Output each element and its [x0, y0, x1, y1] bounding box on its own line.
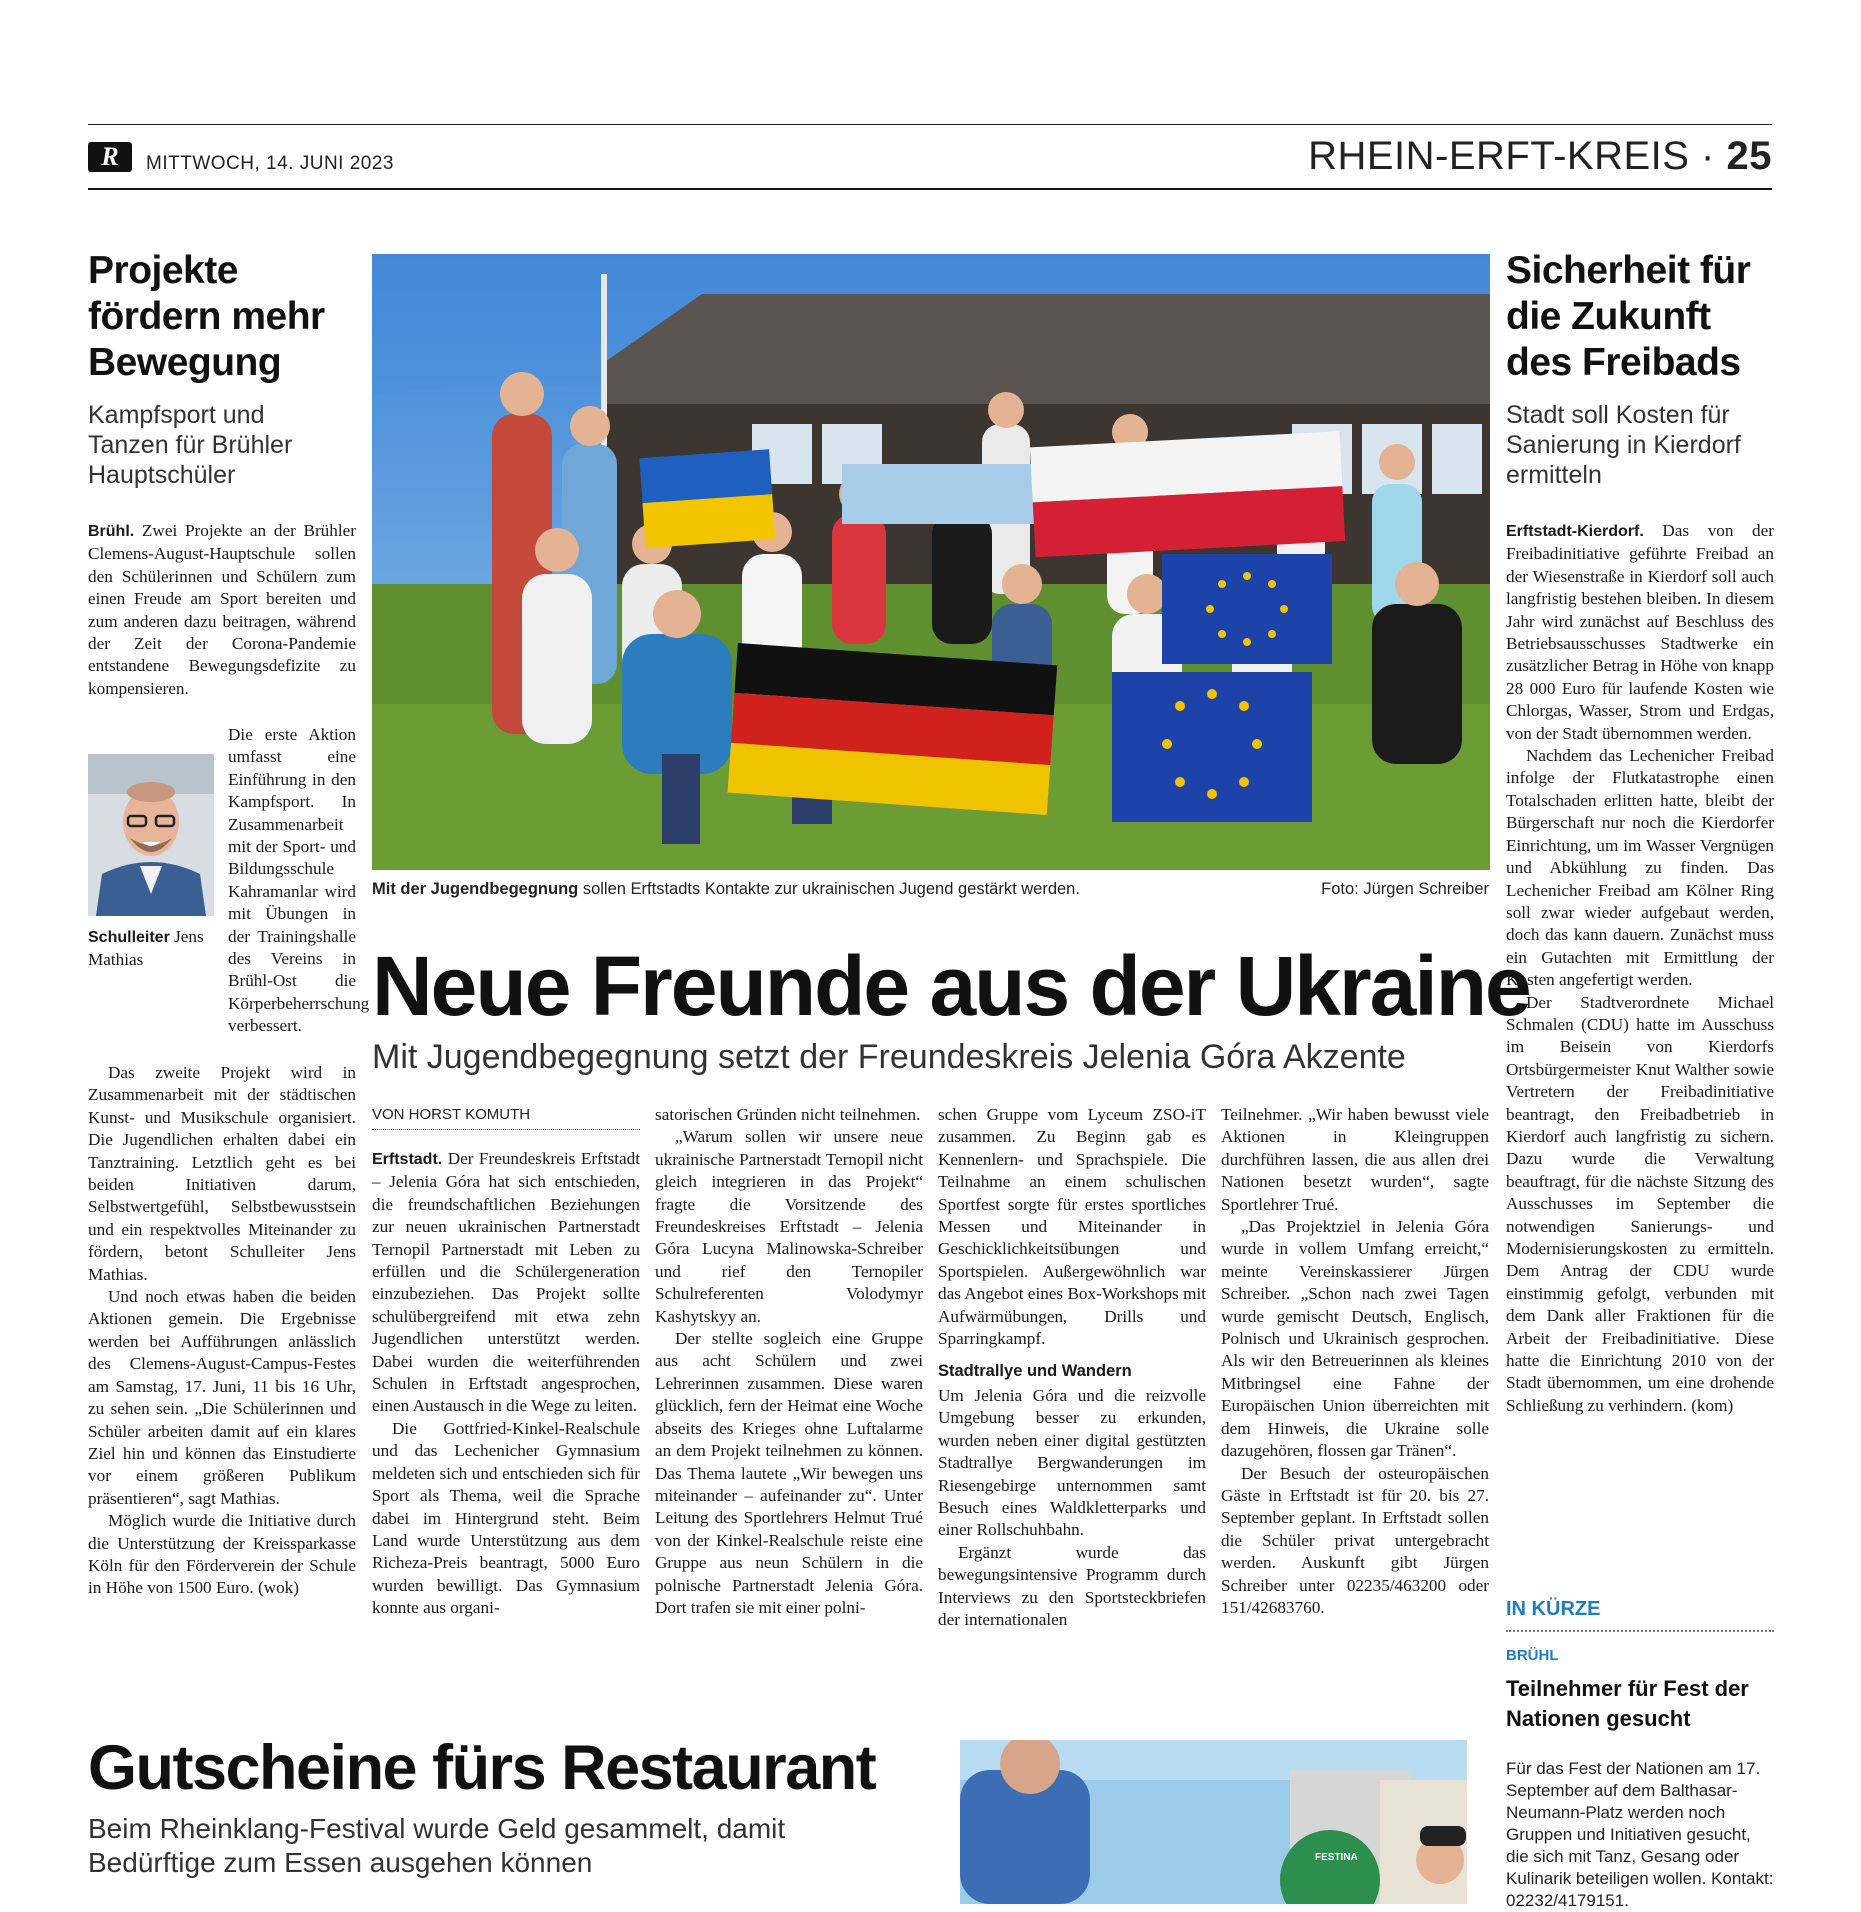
left-article-paragraph: Möglich wurde die Initiative durch die Unterstützung der Kreissparkasse Köln für den Förderverein der Schule in Höhe von 1500 Euro. (wok)	[88, 1511, 356, 1598]
in-kuerze-divider	[1506, 1630, 1774, 1632]
left-article-subheadline: Kampfsport und Tanzen für Brühler Hauptschüler	[88, 401, 293, 489]
main-article-paragraph: Der Besuch der osteuropäischen Gäste in Erftstadt ist für 20. bis 27. September geplant. In Erftstadt sollen die Schüler privat untergebracht werden. Auskunft gibt Jürgen Schreiber unter 02235/463200 oder 151/42683760.	[1221, 1463, 1489, 1617]
left-article-text-wrap	[228, 724, 370, 1038]
section-separator: ·	[1701, 134, 1715, 178]
issue-date: MITTWOCH, 14. JUNI 2023	[146, 153, 394, 174]
main-article-paragraph: Teilnehmer. „Wir haben bewusst viele Aktionen in Kleingruppen durchführen lassen, die aus allen drei Nationen besetzt wurden“, sagte Sportlehrer Trué.	[1221, 1105, 1489, 1214]
portrait-caption	[88, 926, 214, 972]
main-article-paragraph: Die Gottfried-Kinkel-Realschule und das Lechenicher Gymnasium meldeten sich und entschieden sich für Sport als Thema, weil die Sprache dabei im Hintergrund steht. Beim Land wurde Unterstützung aus dem Richeza-Preis beantragt, 5000 Euro wurden bewilligt. Das Gymnasium konnte aus organi-	[372, 1418, 640, 1618]
main-article-paragraph: schen Gruppe vom Lyceum ZSO-iT zusammen. Zu Beginn gab es Kennenlern- und Sprachspiele. Die Teilnahme an einem schulischen Sportfest sorgte für erstes sportliches Messen und Miteinander in Geschicklichkeitsübungen und Sportspielen. Außergewöhnlich war das Angebot eines Box-Workshops mit Aufwärmübungen, Drills und Sparringkampf.	[938, 1105, 1206, 1349]
main-article-dateline: Erftstadt.	[372, 1151, 443, 1168]
left-article-dateline: Brühl.	[88, 523, 135, 540]
left-article-paragraph: Zwei Projekte an der Brühler Clemens-August-Hauptschule sollen den Schülerinnen und Schülern zum einen Freude am Sport bereiten und zum anderen dazu beitragen, während der Zeit der Corona-Pandemie entstandene Bewegungsdefizite zu kompensieren.	[88, 521, 356, 698]
main-photo	[372, 254, 1490, 870]
main-article-paragraph: „Das Projektziel in Jelenia Góra wurde in vollem Umfang erreicht,“ meinte Vereinskassierer Jürgen Schreiber. „Schon nach zwei Tagen wurde gemischt Deutsch, Englisch, Polnisch und Ukrainisch gesprochen. Als wir den Betreuerinnen als kleines Mitbringsel eine Fahne der Europäischen Union überreichten mit dem Hinweis, die Ukraine solle dazugehören, flossen gar Tränen“.	[1221, 1217, 1489, 1461]
right-article-paragraph: Der Stadtverordnete Michael Schmalen (CDU) hatte im Ausschuss im Beisein von Kierdorfs Ortsbürgermeister Knut Walther sowie Vertretern der Freibadinitiative beantragt, den Freibadbetrieb in Kierdorf auch langfristig zu sichern. Dazu wurde die Verwaltung beauftragt, für die nächste Sitzung des Ausschusses im September die notwendigen Sanierungs- und Modernisierungskosten zu ermitteln. Dem Antrag der CDU wurde einstimmig gefolgt, verbunden mit dem Dank aller Fraktionen für die Arbeit der Freibadinitiative. Diese hatte die Einrichtung 2010 von der Stadt übernommen, um eine drohende Schließung zu verhindern. (kom)	[1506, 992, 1774, 1415]
bottom-article-photo	[960, 1740, 1467, 1904]
in-kuerze-body: Für das Fest der Nationen am 17. September auf dem Balthasar-Neumann-Platz werden noch Gruppen und Initiativen gesucht, die sich mit Tanz, Gesang oder Kulinarik beteiligen wollen. Kontakt: 02232/4179151.	[1506, 1759, 1774, 1910]
portrait-caption-name: Jens Mathias	[88, 927, 204, 970]
left-article-paragraph: Die erste Aktion umfasst eine Einführung in den Kampfsport. In Zusammenarbeit mit der Sport- und Bildungsschule Kahramanlar wird mit Übungen in der Trainingshalle des Vereins in Brühl-Ost die Körperbeherrschung verbessert.	[228, 725, 370, 1036]
photo-caption	[372, 880, 1132, 899]
in-kuerze-headline: Teilnehmer für Fest der Nationen gesucht	[1506, 1676, 1749, 1731]
left-article-paragraph: Das zweite Projekt wird in Zusammenarbeit mit der städtischen Kunst- und Musikschule organisiert. Die Jugendlichen erhalten dabei ein Tanztraining. Letztlich geht es bei beiden Initiativen darum, Selbstwertgefühl, Selbstbewusstsein und ein respektvolles Miteinander zu fördern, betont Schulleiter Jens Mathias.	[88, 1063, 356, 1284]
main-article-paragraph: Um Jelenia Góra und die reizvolle Umgebung besser zu erkunden, wurden neben einer digital gestützten Stadtrallye Bergwanderungen im Riesengebirge unternommen samt Besuch eines Waldkletterparks und einer Rollschuhbahn.	[938, 1385, 1206, 1540]
page-number: 25	[1726, 134, 1772, 178]
main-article-paragraph: „Warum sollen wir unsere neue ukrainische Partnerstadt Ternopil nicht gleich integrieren in das Projekt“ fragte die Vorsitzende des Freundeskreises Erftstadt – Jelenia Góra Lucyna Malinowska-Schreiber und rief den Ternopiler Schulreferenten Volodymyr Kashytskyy an.	[655, 1127, 923, 1326]
photo-credit: Foto: Jürgen Schreiber	[1321, 880, 1489, 898]
section-name: RHEIN-ERFT-KREIS	[1308, 134, 1690, 178]
bottom-article-headline: Gutscheine fürs Restaurant	[88, 1733, 876, 1803]
main-article-paragraph: Der Freundeskreis Erftstadt – Jelenia Góra hat sich entschieden, die freundschaftlichen Beziehungen zur neuen ukrainischen Partnerstadt Ternopil Partnerstadt mit Leben zu erfüllen und die Schülergeneration einzubeziehen. Das Projekt sollte schulübergreifend mit etwa zehn Jugendlichen unterstützt werden. Dabei wurden die weiterführenden Schulen in Erftstadt angesprochen, einen Austausch in die Wege zu leiten.	[372, 1149, 640, 1416]
festival-sign-text: FESTINA	[1315, 1852, 1358, 1863]
main-article-column-3	[938, 1104, 1206, 1631]
newspaper-logo-icon: R	[88, 142, 132, 172]
header-top-rule	[88, 124, 1772, 125]
main-article-column-2	[655, 1104, 923, 1619]
in-kuerze-label: IN KÜRZE	[1506, 1598, 1601, 1620]
in-kuerze-place: BRÜHL	[1506, 1647, 1559, 1664]
right-article-headline: Sicherheit für die Zukunft des Freibads	[1506, 249, 1751, 384]
main-article-paragraph: Der stellte sogleich eine Gruppe aus acht Schülern und zwei Lehrerinnen zusammen. Diese waren glücklich, fern der Heimat eine Woche abseits des Krieges ohne Luftalarme an dem Projekt teilnehmen zu können. Das Thema lautete „Wir bewegen uns miteinander – aufeinander zu“. Unter Leitung des Sportlehrers Helmut Trué von der Kinkel-Realschule reiste eine Gruppe aus neun Schülern in die polnische Partnerstadt Jelenia Góra. Dort trafen sie mit einer polni-	[655, 1329, 923, 1617]
main-article-column-4	[1221, 1104, 1489, 1619]
main-article-column-1	[372, 1148, 640, 1620]
photo-caption-lead: Mit der Jugendbegegnung	[372, 880, 579, 898]
byline: VON HORST KOMUTH	[372, 1106, 640, 1130]
left-article-headline: Projekte fördern mehr Bewegung	[88, 249, 325, 384]
header-bottom-rule	[88, 188, 1772, 190]
photo-caption-text: sollen Erftstadts Kontakte zur ukrainischen Jugend gestärkt werden.	[582, 880, 1080, 898]
section-title	[1308, 134, 1772, 179]
main-article-paragraph: satorischen Gründen nicht teilnehmen.	[655, 1105, 921, 1124]
left-article-paragraph: Und noch etwas haben die beiden Aktionen gemein. Die Ergebnisse werden bei Aufführungen anlässlich des Clemens-August-Campus-Festes am Samstag, 17. Juni, 11 bis 16 Uhr, zu sehen sein. „Die Schülerinnen und Schüler arbeiten damit auf ein klares Ziel hin und können das Einstudierte vor einem größeren Publikum präsentieren“, sagt Mathias.	[88, 1287, 356, 1508]
portrait-caption-role: Schulleiter	[88, 929, 170, 946]
right-article-dateline: Erftstadt-Kierdorf.	[1506, 523, 1644, 540]
left-article-text-top	[88, 520, 356, 700]
right-article-subheadline: Stadt soll Kosten für Sanierung in Kierdorf ermitteln	[1506, 401, 1741, 489]
right-article-text	[1506, 520, 1774, 1417]
left-article-text-bottom	[88, 1062, 356, 1600]
bottom-article-subheadline: Beim Rheinklang-Festival wurde Geld gesammelt, damit Bedürftige zum Essen ausgehen können	[88, 1813, 786, 1878]
right-article-paragraph: Das von der Freibadinitiative geführte Freibad an der Wiesenstraße in Kierdorf soll auch langfristig bestehen bleiben. In diesem Jahr wird zunächst auf Beschluss des Betriebsausschusses Stadtwerke ein zusätzlicher Betrag in Höhe von knapp 28 000 Euro für laufende Kosten wie Chlorgas, Wasser, Strom und Erdgas, von der Stadt übernommen werden.	[1506, 521, 1774, 743]
main-headline: Neue Freunde aus der Ukraine	[372, 939, 1530, 1033]
main-article-paragraph: Ergänzt wurde das bewegungsintensive Programm durch Interviews zu den Sportsteckbriefen der internationalen	[938, 1542, 1206, 1629]
main-subheadline: Mit Jugendbegegnung setzt der Freundeskreis Jelenia Góra Akzente	[372, 1038, 1406, 1076]
main-article-subhead: Stadtrallye und Wandern	[938, 1362, 1132, 1381]
portrait-photo	[88, 754, 214, 916]
right-article-paragraph: Nachdem das Lechenicher Freibad infolge der Flutkatastrophe einen Totalschaden erlitten hatte, bleibt der Bürgerschaft nur noch die Kierdorfer Einrichtung, um im Wasser Vergnügen und Abkühlung zu finden. Das Lechenicher Freibad am Kölner Ring soll zwar wieder aufgebaut werden, doch das kann dauern. Zunächst muss ein Gutachten mit Ermittlung der Kosten angefertigt werden.	[1506, 746, 1774, 990]
